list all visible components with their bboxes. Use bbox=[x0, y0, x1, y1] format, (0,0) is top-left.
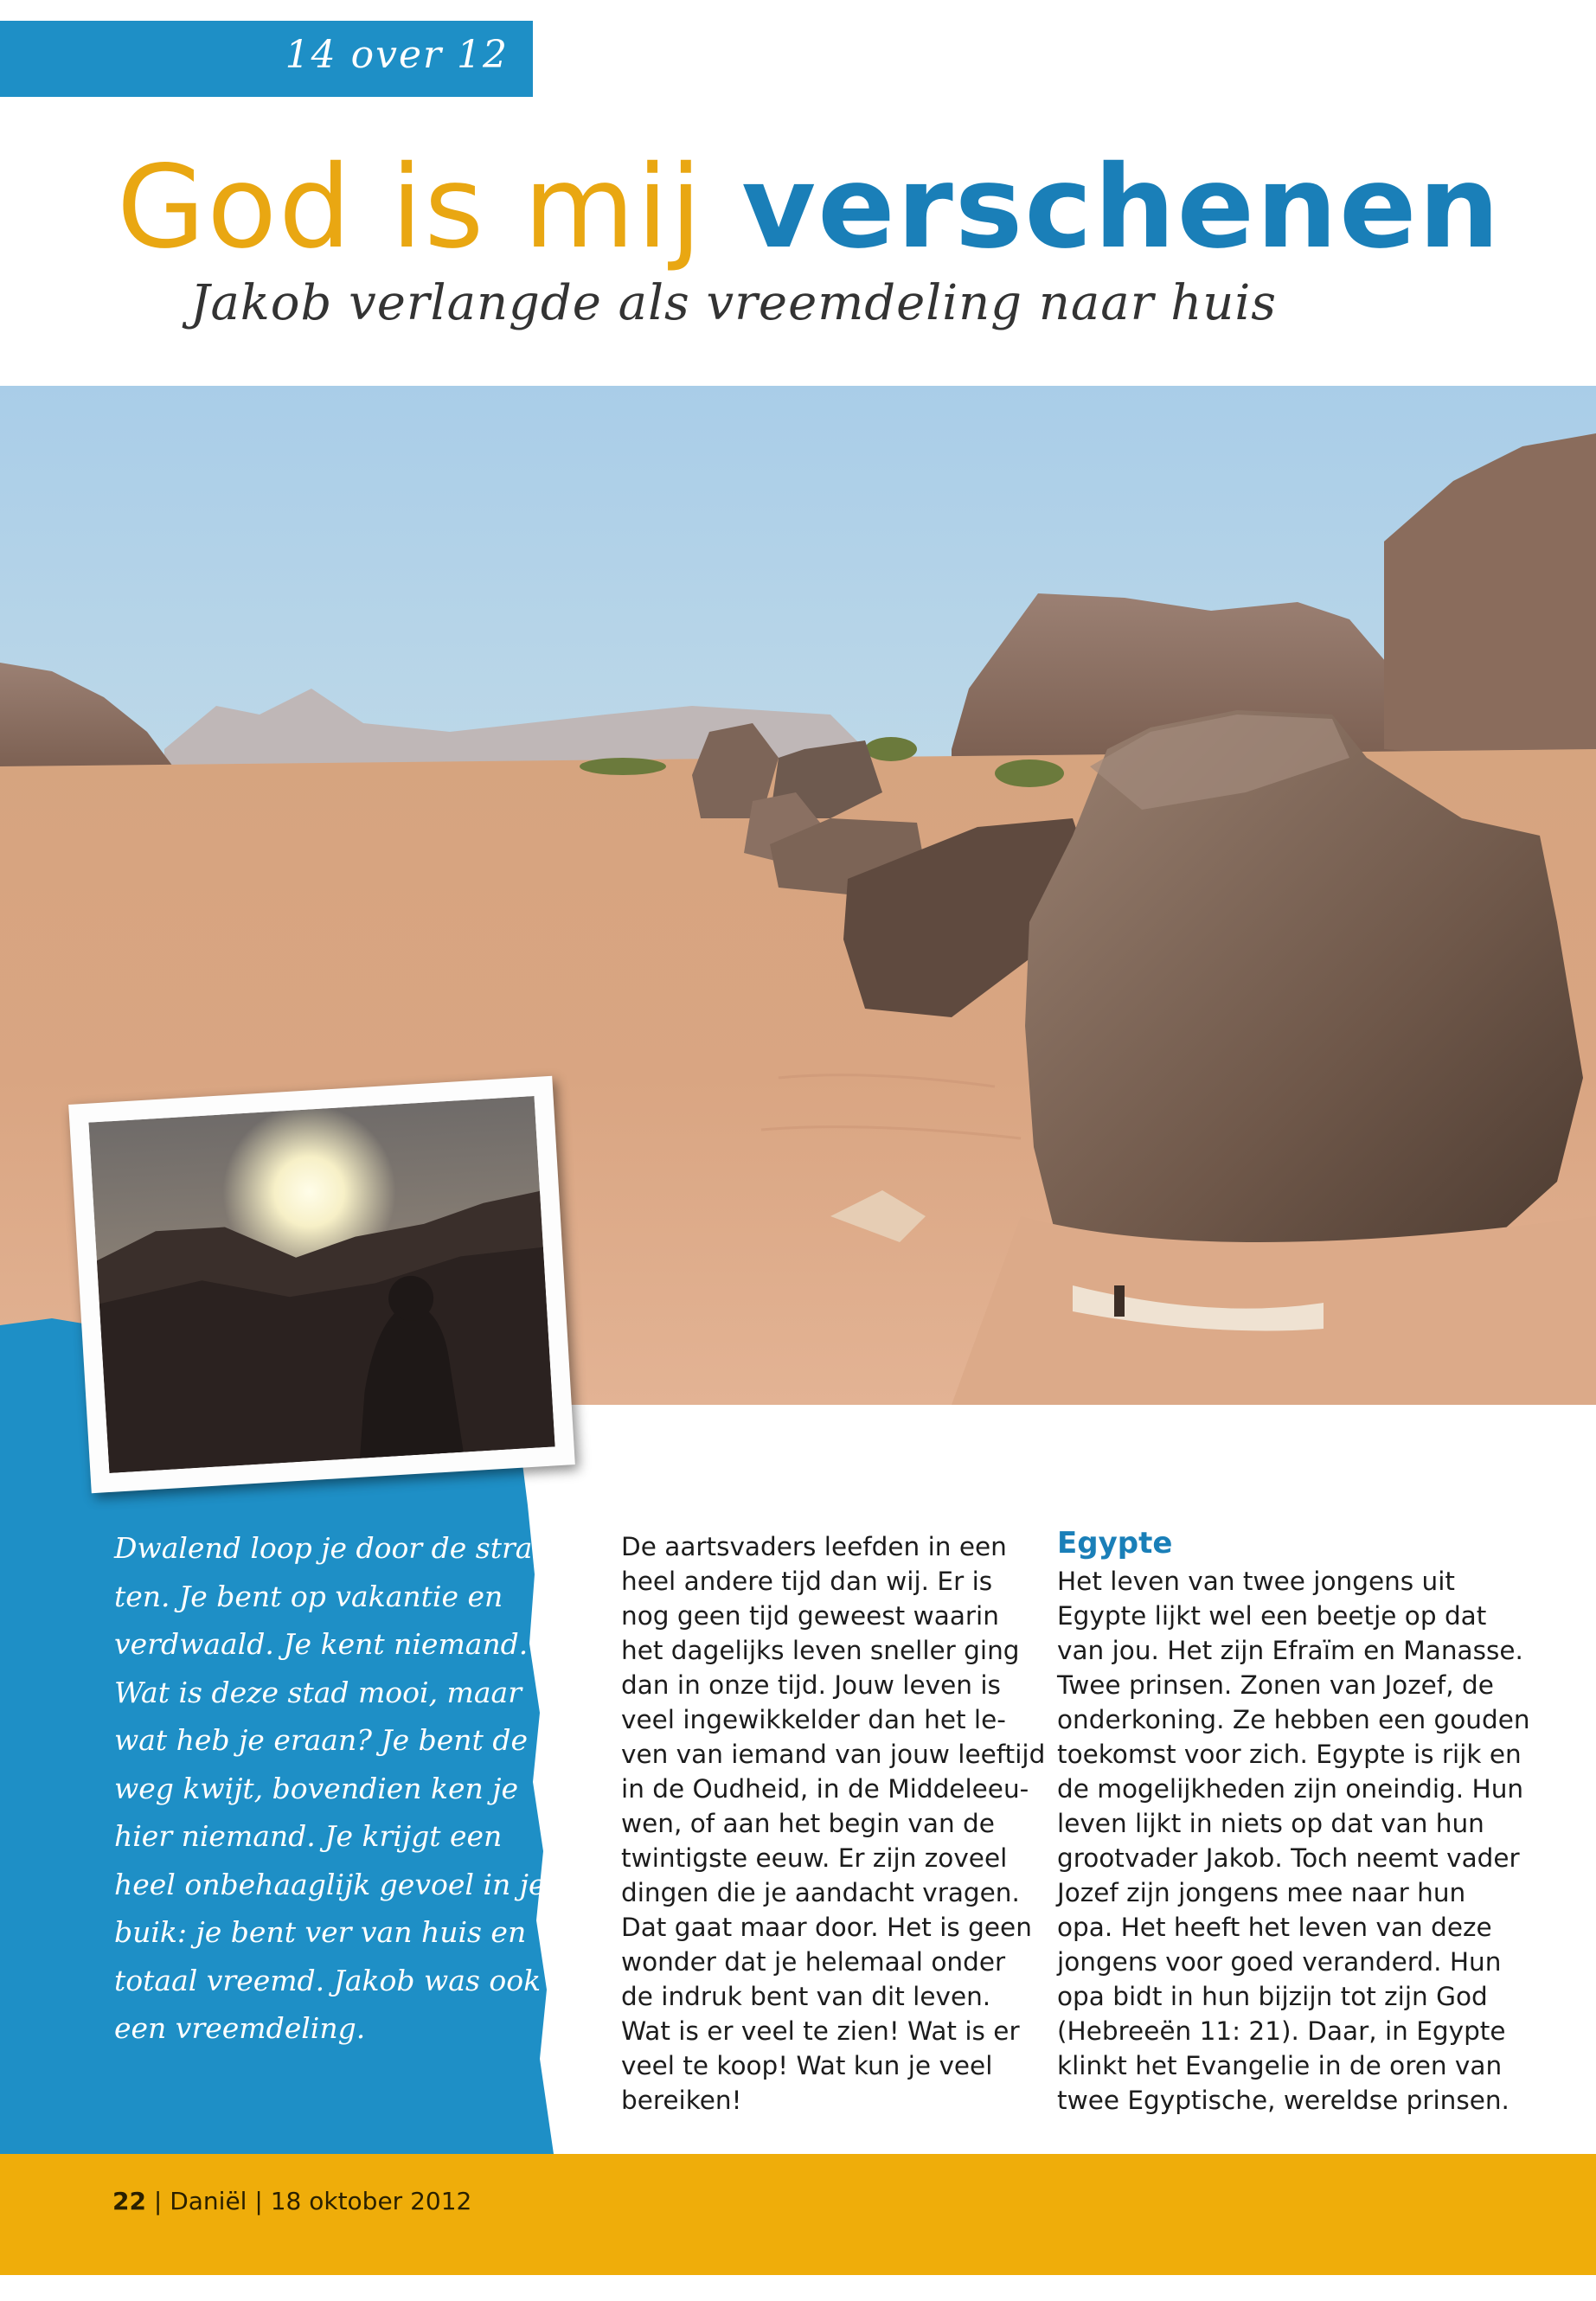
body-line: wen, of aan het begin van de bbox=[621, 1809, 995, 1838]
body-line: veel te koop! Wat kun je veel bbox=[621, 2051, 993, 2080]
intro-line: weg kwijt, bovendien ken je bbox=[114, 1771, 519, 1805]
footer-text bbox=[112, 2187, 471, 2215]
body-line: Wat is er veel te zien! Wat is er bbox=[621, 2016, 1020, 2046]
body-line: de indruk bent van dit leven. bbox=[621, 1982, 991, 2011]
intro-line: verdwaald. Je kent niemand. bbox=[114, 1627, 529, 1661]
body-line: in de Oudheid, in de Middeleeu- bbox=[621, 1774, 1029, 1804]
body-line: nog geen tijd geweest waarin bbox=[621, 1601, 999, 1631]
body-line: heel andere tijd dan wij. Er is bbox=[621, 1567, 993, 1596]
body-line: klinkt het Evangelie in de oren van bbox=[1057, 2051, 1503, 2080]
footer-separator: | bbox=[145, 2187, 170, 2215]
body-line: dingen die je aandacht vragen. bbox=[621, 1878, 1020, 1907]
page-number: 22 bbox=[112, 2187, 146, 2215]
body-line: Egypte lijkt wel een beetje op dat bbox=[1057, 1601, 1487, 1631]
body-line: van jou. Het zijn Efraïm en Manasse. bbox=[1057, 1636, 1523, 1665]
body-line: dan in onze tijd. Jouw leven is bbox=[621, 1670, 1001, 1700]
body-line: Twee prinsen. Zonen van Jozef, de bbox=[1057, 1670, 1494, 1700]
intro-line: wat heb je eraan? Je bent de bbox=[114, 1723, 528, 1757]
body-line: Dat gaat maar door. Het is geen bbox=[621, 1913, 1032, 1942]
body-column-2 bbox=[1057, 1564, 1530, 2118]
body-line: onderkoning. Ze hebben een gouden bbox=[1057, 1705, 1530, 1734]
page-title bbox=[117, 143, 1502, 272]
body-line: wonder dat je helemaal onder bbox=[621, 1947, 1006, 1977]
body-line: ven van iemand van jouw leeftijd bbox=[621, 1740, 1046, 1769]
intro-line: buik: je bent ver van huis en bbox=[114, 1915, 527, 1949]
body-line: de mogelijkheden zijn oneindig. Hun bbox=[1057, 1774, 1524, 1804]
body-line: jongens voor goed veranderd. Hun bbox=[1057, 1947, 1502, 1977]
issue-date: 18 oktober 2012 bbox=[270, 2187, 472, 2215]
body-line: bereiken! bbox=[621, 2086, 742, 2115]
body-line: twee Egyptische, wereldse prinsen. bbox=[1057, 2086, 1509, 2115]
body-line: veel ingewikkelder dan het le- bbox=[621, 1705, 1006, 1734]
body-column-1 bbox=[621, 1529, 1046, 2118]
footer-separator: | bbox=[247, 2187, 271, 2215]
title-part-1: God is mij bbox=[117, 141, 742, 274]
section-heading-egypte: Egypte bbox=[1057, 1526, 1173, 1561]
section-tag: 14 over 12 bbox=[285, 33, 509, 77]
intro-line: Dwalend loop je door de stra- bbox=[114, 1531, 542, 1565]
body-line: toekomst voor zich. Egypte is rijk en bbox=[1057, 1740, 1522, 1769]
intro-line: heel onbehaaglijk gevoel in je bbox=[114, 1867, 546, 1901]
body-line: het dagelijks leven sneller ging bbox=[621, 1636, 1020, 1665]
body-line: Het leven van twee jongens uit bbox=[1057, 1567, 1456, 1596]
intro-line: Wat is deze stad mooi, maar bbox=[114, 1675, 522, 1709]
body-line: De aartsvaders leefden in een bbox=[621, 1532, 1007, 1561]
intro-text bbox=[114, 1524, 546, 2053]
intro-line: totaal vreemd. Jakob was ook bbox=[114, 1963, 542, 1997]
body-line: Jozef zijn jongens mee naar hun bbox=[1057, 1878, 1466, 1907]
title-part-2: verschenen bbox=[741, 141, 1502, 274]
page-subtitle: Jakob verlangde als vreemdeling naar huis bbox=[190, 275, 1278, 331]
intro-line: een vreemdeling. bbox=[114, 2011, 366, 2045]
body-line: opa bidt in hun bijzijn tot zijn God bbox=[1057, 1982, 1488, 2011]
section-tag-bar bbox=[0, 21, 533, 97]
body-line: (Hebreeën 11: 21). Daar, in Egypte bbox=[1057, 2016, 1506, 2046]
body-line: grootvader Jakob. Toch neemt vader bbox=[1057, 1843, 1520, 1873]
body-line: opa. Het heeft het leven van deze bbox=[1057, 1913, 1492, 1942]
intro-line: ten. Je bent op vakantie en bbox=[114, 1579, 503, 1613]
magazine-name: Daniël bbox=[170, 2187, 247, 2215]
body-line: leven lijkt in niets op dat van hun bbox=[1057, 1809, 1484, 1838]
body-line: twintigste eeuw. Er zijn zoveel bbox=[621, 1843, 1008, 1873]
sunset-polaroid bbox=[68, 1076, 575, 1493]
sunset-photo bbox=[88, 1096, 554, 1473]
intro-line: hier niemand. Je krijgt een bbox=[114, 1819, 503, 1853]
